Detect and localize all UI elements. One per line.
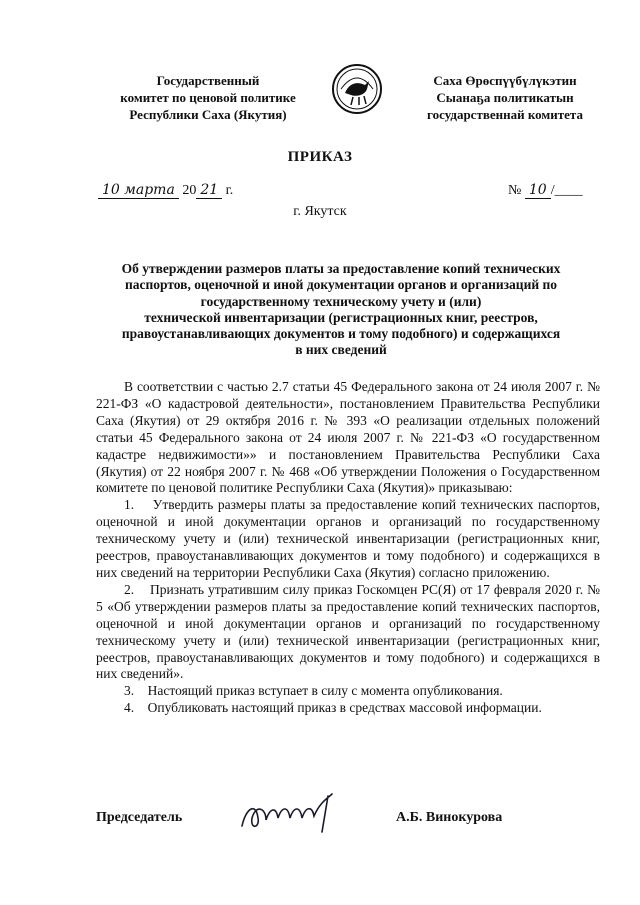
issuer-line: Саха Өрөспүүбүлүкэтин <box>433 73 577 88</box>
document-number <box>508 182 583 199</box>
date-handwritten: 10 марта <box>98 182 179 199</box>
document-subject <box>96 261 586 359</box>
document-type-title: ПРИКАЗ <box>287 149 353 165</box>
document-city: г. Якутск <box>293 204 347 219</box>
order-item-2: 2. Признать утратившим силу приказ Госкомцен РС(Я) от 17 февраля 2020 г. № 5 «Об утверждении размеров платы за предоставление копий технических паспортов, оценочной и иной документации органов и организаций по государственному техническому учету и (или) технической инвентаризации (регистрационных книг, реестров, правоустанавливающих документов и тому подобного) и содержащихся в них сведений». <box>96 581 600 682</box>
subject-line: государственному техническому учету и (или) <box>200 293 482 309</box>
signer-name: А.Б. Винокурова <box>396 810 503 825</box>
issuer-line: Сыанаҕа политикатын <box>436 90 574 105</box>
issuer-name-russian <box>98 72 318 123</box>
subject-line: правоустанавливающих документов и тому подобного) и содержащихся <box>121 326 561 342</box>
issuer-name-yakut <box>400 72 610 123</box>
issuer-line: государственнай комитета <box>427 107 583 122</box>
order-item-4: 4. Опубликовать настоящий приказ в средствах массовой информации. <box>124 700 542 716</box>
subject-line: Об утверждении размеров платы за предоставление копий технических <box>121 261 561 276</box>
signer-position: Председатель <box>96 810 183 825</box>
subject-line: в них сведений <box>295 342 387 358</box>
signature-block <box>96 802 600 842</box>
number-handwritten: 10 <box>525 182 551 199</box>
year-suffix: г. <box>222 183 234 198</box>
year-prefix: 20 <box>182 183 197 198</box>
order-item-3: 3. Настоящий приказ вступает в силу с момента опубликования. <box>124 683 503 699</box>
subject-line: технической инвентаризации (регистрационных книг, реестров, <box>144 309 538 325</box>
year-handwritten: 21 <box>196 182 222 199</box>
issuer-line: комитет по ценовой политике <box>120 90 296 105</box>
number-label: № <box>508 183 522 198</box>
handwritten-signature-icon <box>236 788 346 838</box>
coat-of-arms-emblem-icon <box>331 63 383 115</box>
document-date <box>98 182 233 199</box>
number-suffix: /____ <box>550 183 583 198</box>
document-body <box>96 379 600 717</box>
issuer-line: Республики Саха (Якутия) <box>129 107 287 122</box>
order-item-1: 1. Утвердить размеры платы за предоставление копий технических паспортов, оценочной и иной документации органов и организаций по государственному техническому учету и (или) технической инвентаризации (регистрационных книг, реестров, правоустанавливающих документов и тому подобного) и содержащихся в них сведений на территории Республики Саха (Якутия) согласно приложению. <box>96 497 600 580</box>
issuer-line: Государственный <box>156 73 260 88</box>
preamble-paragraph: В соответствии с частью 2.7 статьи 45 Федерального закона от 24 июля 2007 г. № 221-ФЗ «О кадастровой деятельности», постановлением Правительства Республики Саха (Якутия) от 29 октября 2016 г. № 393 «О реализации отдельных положений статьи 45 Федерального закона от 24 июля 2007 г. № 221-ФЗ «О государственном кадастре недвижимости»» и постановлением Правительства Республики Саха (Якутия) от 22 ноября 2007 г. № 468 «Об утверждении Положения о Государственном комитете по ценовой политике Республики Саха (Якутия)» приказываю: <box>96 379 600 496</box>
subject-line: паспортов, оценочной и иной документации органов и организаций по <box>124 277 558 293</box>
